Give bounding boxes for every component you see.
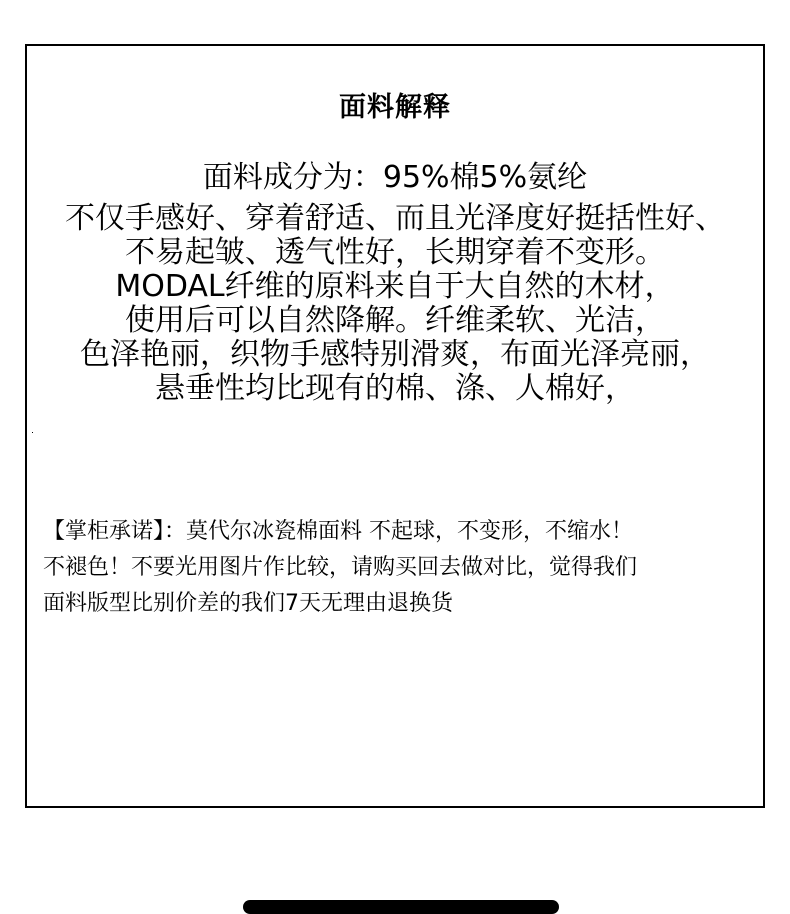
description-line: 不易起皱、透气性好，长期穿着不变形。 — [125, 235, 665, 270]
stray-dot — [32, 432, 33, 433]
description-line: 色泽艳丽，织物手感特别滑爽，布面光泽亮丽， — [80, 337, 710, 372]
description-line: MODAL纤维的原料来自于大自然的木材， — [115, 269, 675, 304]
description-line: 悬垂性均比现有的棉、涤、人棉好， — [155, 371, 635, 406]
fabric-info-panel — [25, 44, 765, 808]
fabric-description — [19, 202, 771, 406]
description-line: 不仅手感好、穿着舒适、而且光泽度好挺括性好、 — [65, 201, 725, 236]
home-indicator-bar — [243, 900, 559, 914]
description-line: 使用后可以自然降解。纤维柔软、光洁， — [125, 303, 665, 338]
shopkeeper-promise — [43, 514, 755, 622]
promise-line: 不褪色！不要光用图片作比较，请购买回去做对比，觉得我们 — [43, 555, 638, 580]
promise-line: 【掌柜承诺】：莫代尔冰瓷棉面料 不起球，不变形，不缩水！ — [43, 519, 633, 544]
promise-line: 面料版型比别价差的我们7天无理由退换货 — [43, 591, 453, 616]
panel-title: 面料解释 — [339, 92, 451, 123]
fabric-composition: 面料成分为：95%棉5%氨纶 — [202, 160, 588, 195]
